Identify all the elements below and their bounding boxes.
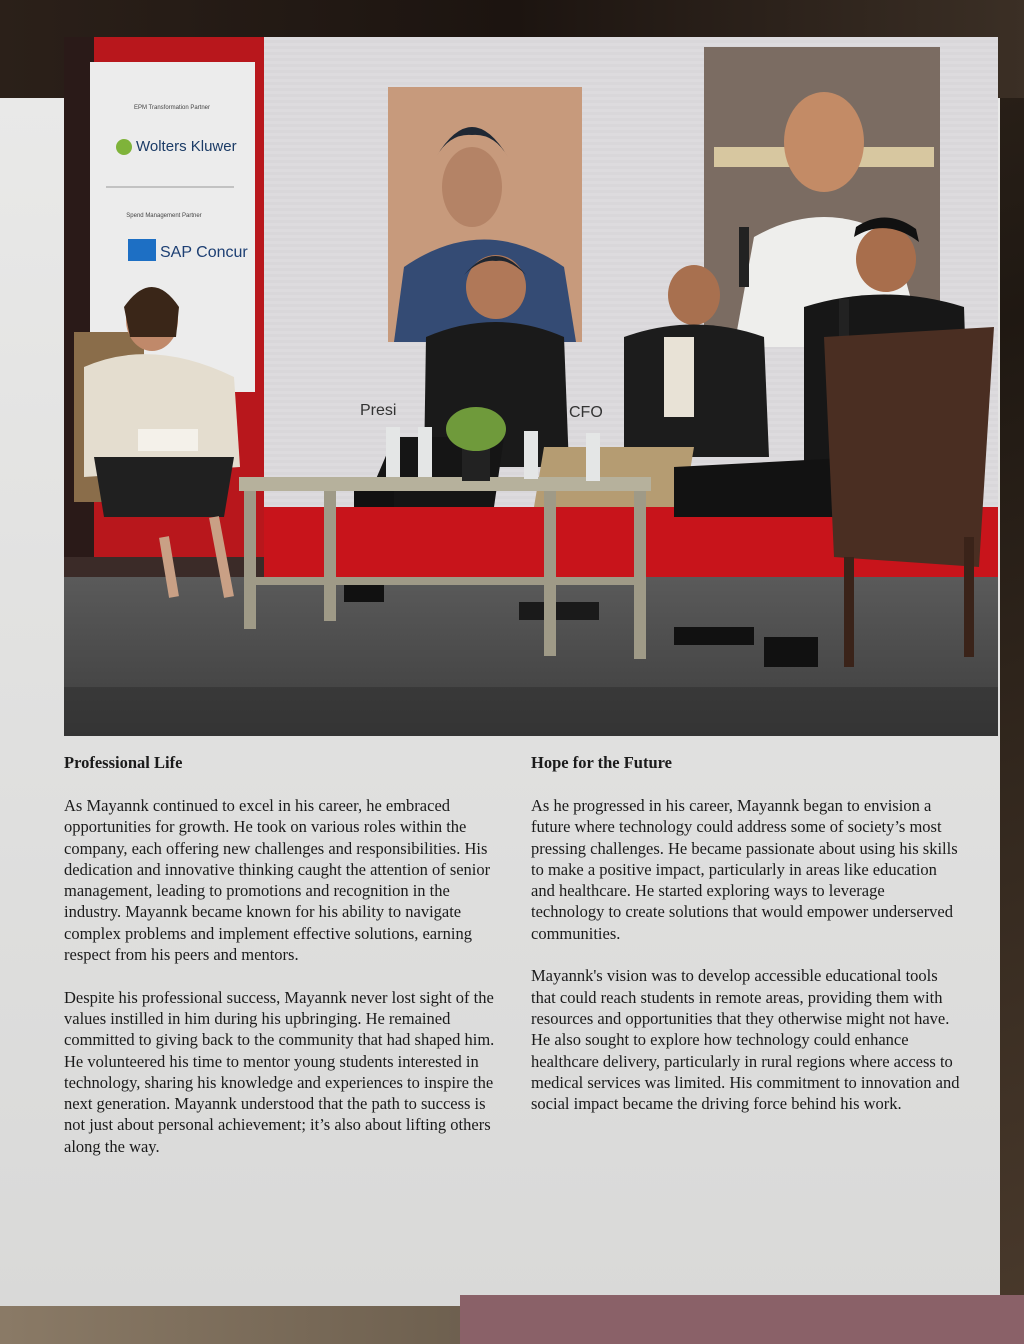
screen-text-presi: Presi: [360, 402, 397, 419]
body-paragraph: Mayannk's vision was to develop accessible educational tools that could reach students in remote areas, providing them with resources and opportunities that they otherwise might not have. He also sought to explore how technology could enhance healthcare delivery, particularly in rural regions where access to medical services was limited. His commitment to innovation and social impact became the driving force behind his work.: [531, 966, 960, 1114]
professional-life-column: [64, 752, 502, 1178]
sponsor-role-2: Spend Management Partner: [126, 213, 202, 219]
sponsor-name-2: SAP Concur: [160, 244, 248, 261]
wolters-kluwer-logo-icon: [116, 139, 132, 155]
sap-logo-icon: [128, 239, 156, 261]
panel-discussion-photo: [64, 37, 998, 736]
section-heading: Hope for the Future: [531, 753, 672, 772]
screen-text-cfo: CFO: [569, 404, 603, 421]
section-heading: Professional Life: [64, 753, 183, 772]
hope-future-column: [531, 752, 961, 1136]
accent-bar: [460, 1295, 1024, 1344]
sponsor-name-1: Wolters Kluwer: [136, 138, 237, 155]
sponsor-role-1: EPM Transformation Partner: [133, 105, 211, 111]
body-paragraph: As he progressed in his career, Mayannk began to envision a future where technology could address some of society’s most pressing challenges. He became passionate about using his skills to make a positive impact, particularly in areas like education and healthcare. He started exploring ways to leverage technology to create solutions that would empower underserved communities.: [531, 796, 958, 943]
body-paragraph: As Mayannk continued to excel in his career, he embraced opportunities for growth. He took on various roles within the company, each offering new challenges and responsibilities. His dedication and innovative thinking caught the attention of senior management, leading to promotions and recognition in the industry. Mayannk became known for his ability to navigate complex problems and implement effective solutions, earning respect from his peers and mentors.: [64, 796, 491, 965]
body-paragraph: Despite his professional success, Mayannk never lost sight of the values instilled in him during his upbringing. He remained committed to giving back to the community that had shaped him. He volunteered his time to mentor young students interested in technology, sharing his knowledge and experiences to inspire the next generation. Mayannk understood that the path to success is not just about personal achievement; it’s also about lifting others along the way.: [64, 987, 495, 1156]
